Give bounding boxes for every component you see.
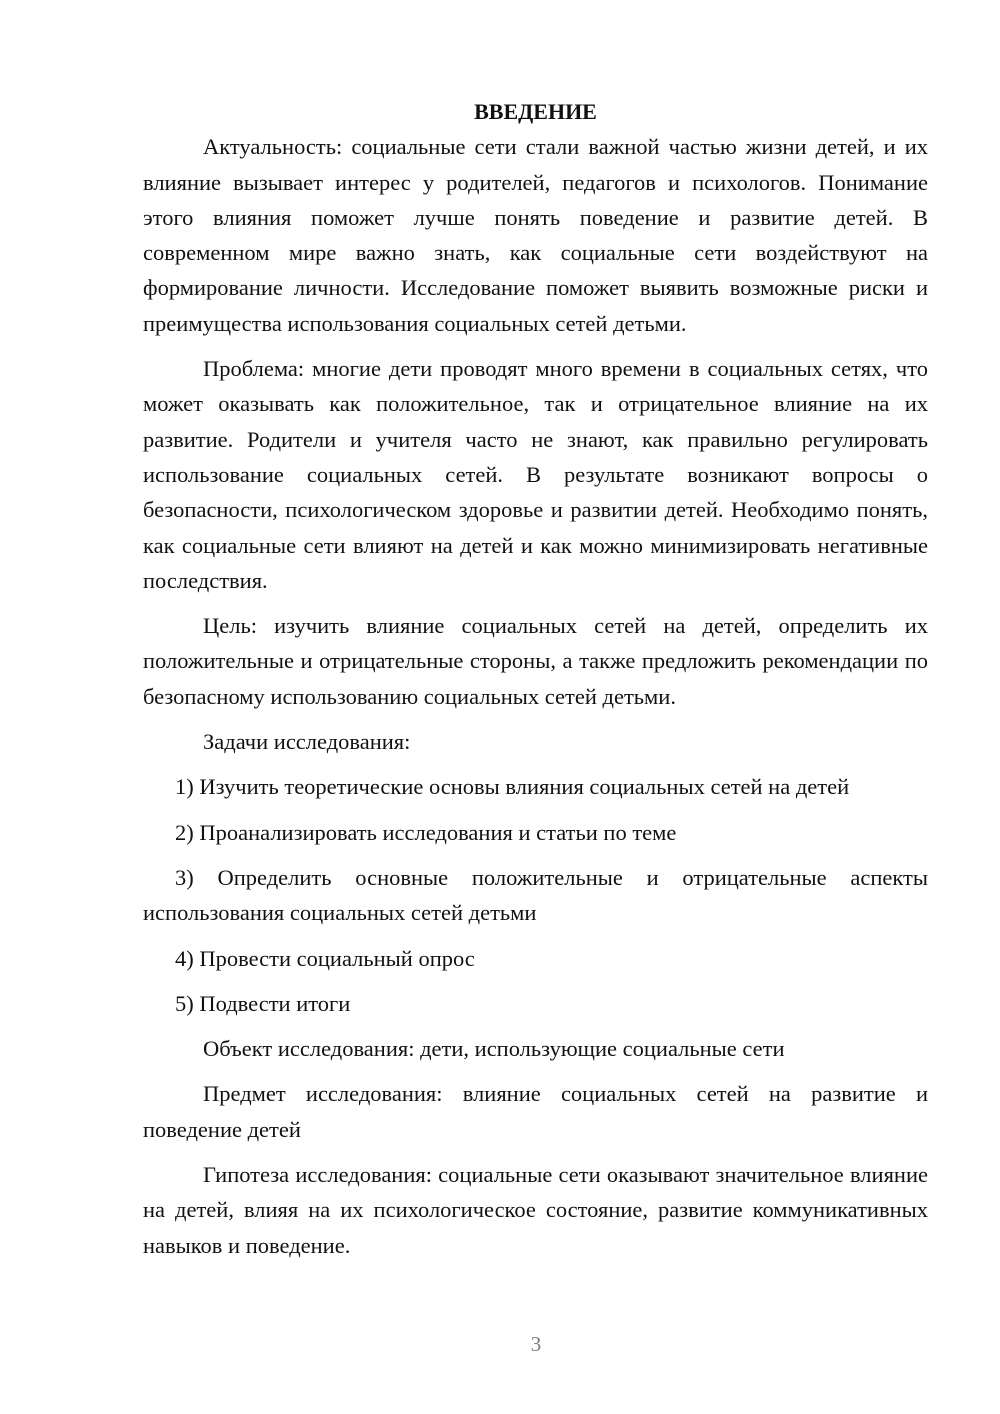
hypothesis-paragraph: Гипотеза исследования: социальные сети оказывают значительное влияние на детей, влияя на их психологическое состояние, развитие коммуникативных навыков и поведение. [143,1162,928,1258]
task-item-2: 2) Проанализировать исследования и статьи по теме [175,819,677,845]
task-item-4: 4) Провести социальный опрос [175,945,475,971]
task-item-5: 5) Подвести итоги [175,990,351,1016]
task-item-1: 1) Изучить теоретические основы влияния социальных сетей на детей [175,774,850,800]
object-paragraph: Объект исследования: дети, использующие социальные сети [203,1036,785,1062]
relevance-paragraph: Актуальность: социальные сети стали важной частью жизни детей, и их влияние вызывает интерес у родителей, педагогов и психологов. Понимание этого влияния поможет лучше понять поведение и развитие детей. В современном мире важно знать, как социальные сети воздействуют на формирование личности. Исследование поможет выявить возможные риски и преимущества использования социальных сетей детьми. [143,134,928,336]
goal-paragraph: Цель: изучить влияние социальных сетей на детей, определить их положительные и отрицательные стороны, а также предложить рекомендации по безопасному использованию социальных сетей детьми. [143,613,928,709]
page-title: ВВЕДЕНИЕ [474,99,597,124]
problem-paragraph: Проблема: многие дети проводят много времени в социальных сетях, что может оказывать как положительное, так и отрицательное влияние на их развитие. Родители и учителя часто не знают, как правильно регулировать использование социальных сетей. В результате возникают вопросы о безопасности, психологическом здоровье и развитии детей. Необходимо понять, как социальные сети влияют на детей и как можно минимизировать негативные последствия. [143,356,928,593]
task-item-3: 3) Определить основные положительные и отрицательные аспекты использования социальных сетей детьми [143,864,928,926]
subject-paragraph: Предмет исследования: влияние социальных сетей на развитие и поведение детей [143,1081,928,1142]
tasks-heading: Задачи исследования: [203,729,411,755]
page-number: 3 [530,1332,542,1356]
page-content [143,94,928,1263]
